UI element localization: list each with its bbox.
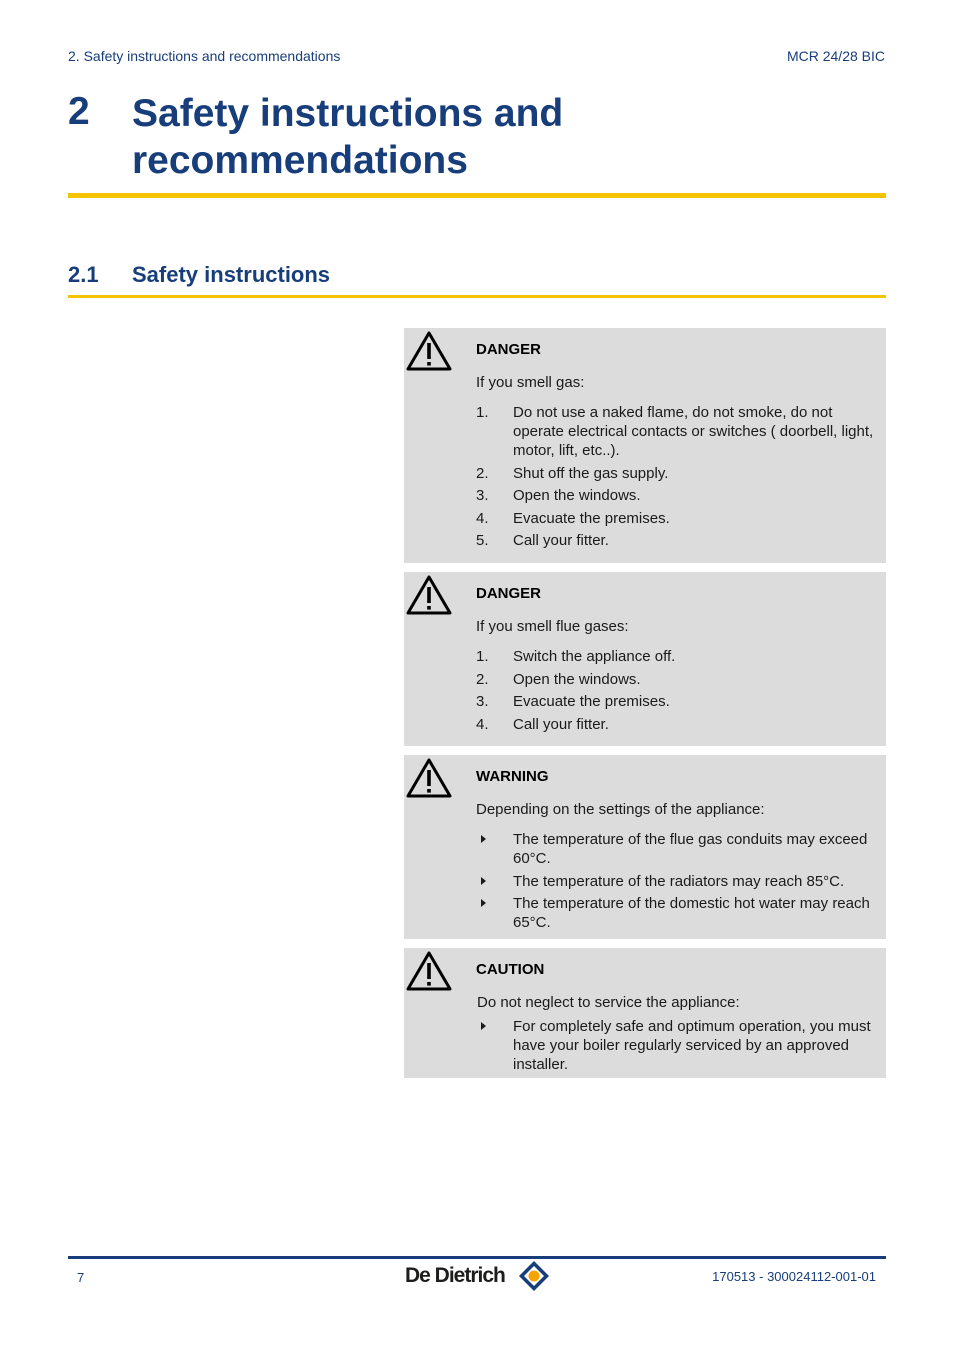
brand-logo (405, 1259, 551, 1295)
notice-caution-service (404, 948, 886, 1078)
list-item: 4. Call your fitter. (476, 715, 609, 733)
notice-heading: DANGER (476, 341, 542, 358)
brand-logo-text: De Dietrich (405, 1264, 505, 1287)
warning-triangle-icon (406, 330, 452, 372)
warning-triangle-icon (406, 757, 452, 799)
list-item: 1. Do not use a naked flame, do not smoke, do not operate electrical contacts or switches ( doorbell, light, motor, lift, etc..). (476, 404, 874, 459)
list-item: 1. Switch the appliance off. (476, 648, 676, 665)
list-item: 4. Evacuate the premises. (476, 509, 670, 527)
running-header-model: MCR 24/28 BIC (786, 48, 885, 64)
notice-heading: DANGER (476, 585, 542, 602)
list-item: 2. Shut off the gas supply. (476, 464, 669, 482)
document-reference: 170513 - 300024112-001-01 (712, 1269, 876, 1284)
notice-intro: Do not neglect to service the appliance: (477, 994, 740, 1011)
list-item: The temperature of the domestic hot water may reach 65°C. (476, 894, 882, 932)
chapter-number: 2 (68, 90, 90, 133)
chapter-title: Safety instructions and recommendations (132, 92, 564, 182)
triangle-bullet-icon (481, 1022, 486, 1030)
section-rule (68, 295, 886, 298)
list-item: The temperature of the radiators may reach 85°C. (476, 872, 882, 891)
notice-intro: Depending on the settings of the appliance: (476, 801, 765, 818)
notice-intro: If you smell gas: (476, 374, 585, 391)
section-number: 2.1 (68, 262, 99, 287)
chapter-rule (68, 193, 886, 198)
warning-triangle-icon (406, 574, 452, 616)
notice-heading: CAUTION (476, 961, 545, 978)
notice-list (476, 830, 882, 936)
notice-list (476, 403, 882, 554)
section-title: Safety instructions (132, 262, 331, 287)
warning-triangle-icon (406, 950, 452, 992)
triangle-bullet-icon (481, 835, 486, 843)
list-item: 2. Open the windows. (476, 670, 641, 688)
notice-intro: If you smell flue gases: (476, 618, 629, 635)
page-number: 7 (77, 1270, 85, 1285)
list-item: 5. Call your fitter. (476, 532, 609, 549)
list-item: 3. Open the windows. (476, 487, 641, 504)
notice-list (476, 647, 882, 737)
triangle-bullet-icon (481, 877, 486, 885)
notice-danger-gas (404, 328, 886, 563)
triangle-bullet-icon (481, 899, 486, 907)
brand-diamond-icon (518, 1260, 550, 1292)
list-item: 3. Evacuate the premises. (476, 693, 670, 710)
notice-danger-flue (404, 572, 886, 746)
notice-warning-temperature (404, 755, 886, 939)
running-header-section: 2. Safety instructions and recommendations (68, 48, 341, 64)
list-item: For completely safe and optimum operation, you must have your boiler regularly serviced by an approved installer. (476, 1017, 882, 1074)
notice-heading: WARNING (476, 768, 549, 785)
list-item: The temperature of the flue gas conduits may exceed 60°C. (476, 830, 882, 868)
notice-list (476, 1017, 882, 1078)
